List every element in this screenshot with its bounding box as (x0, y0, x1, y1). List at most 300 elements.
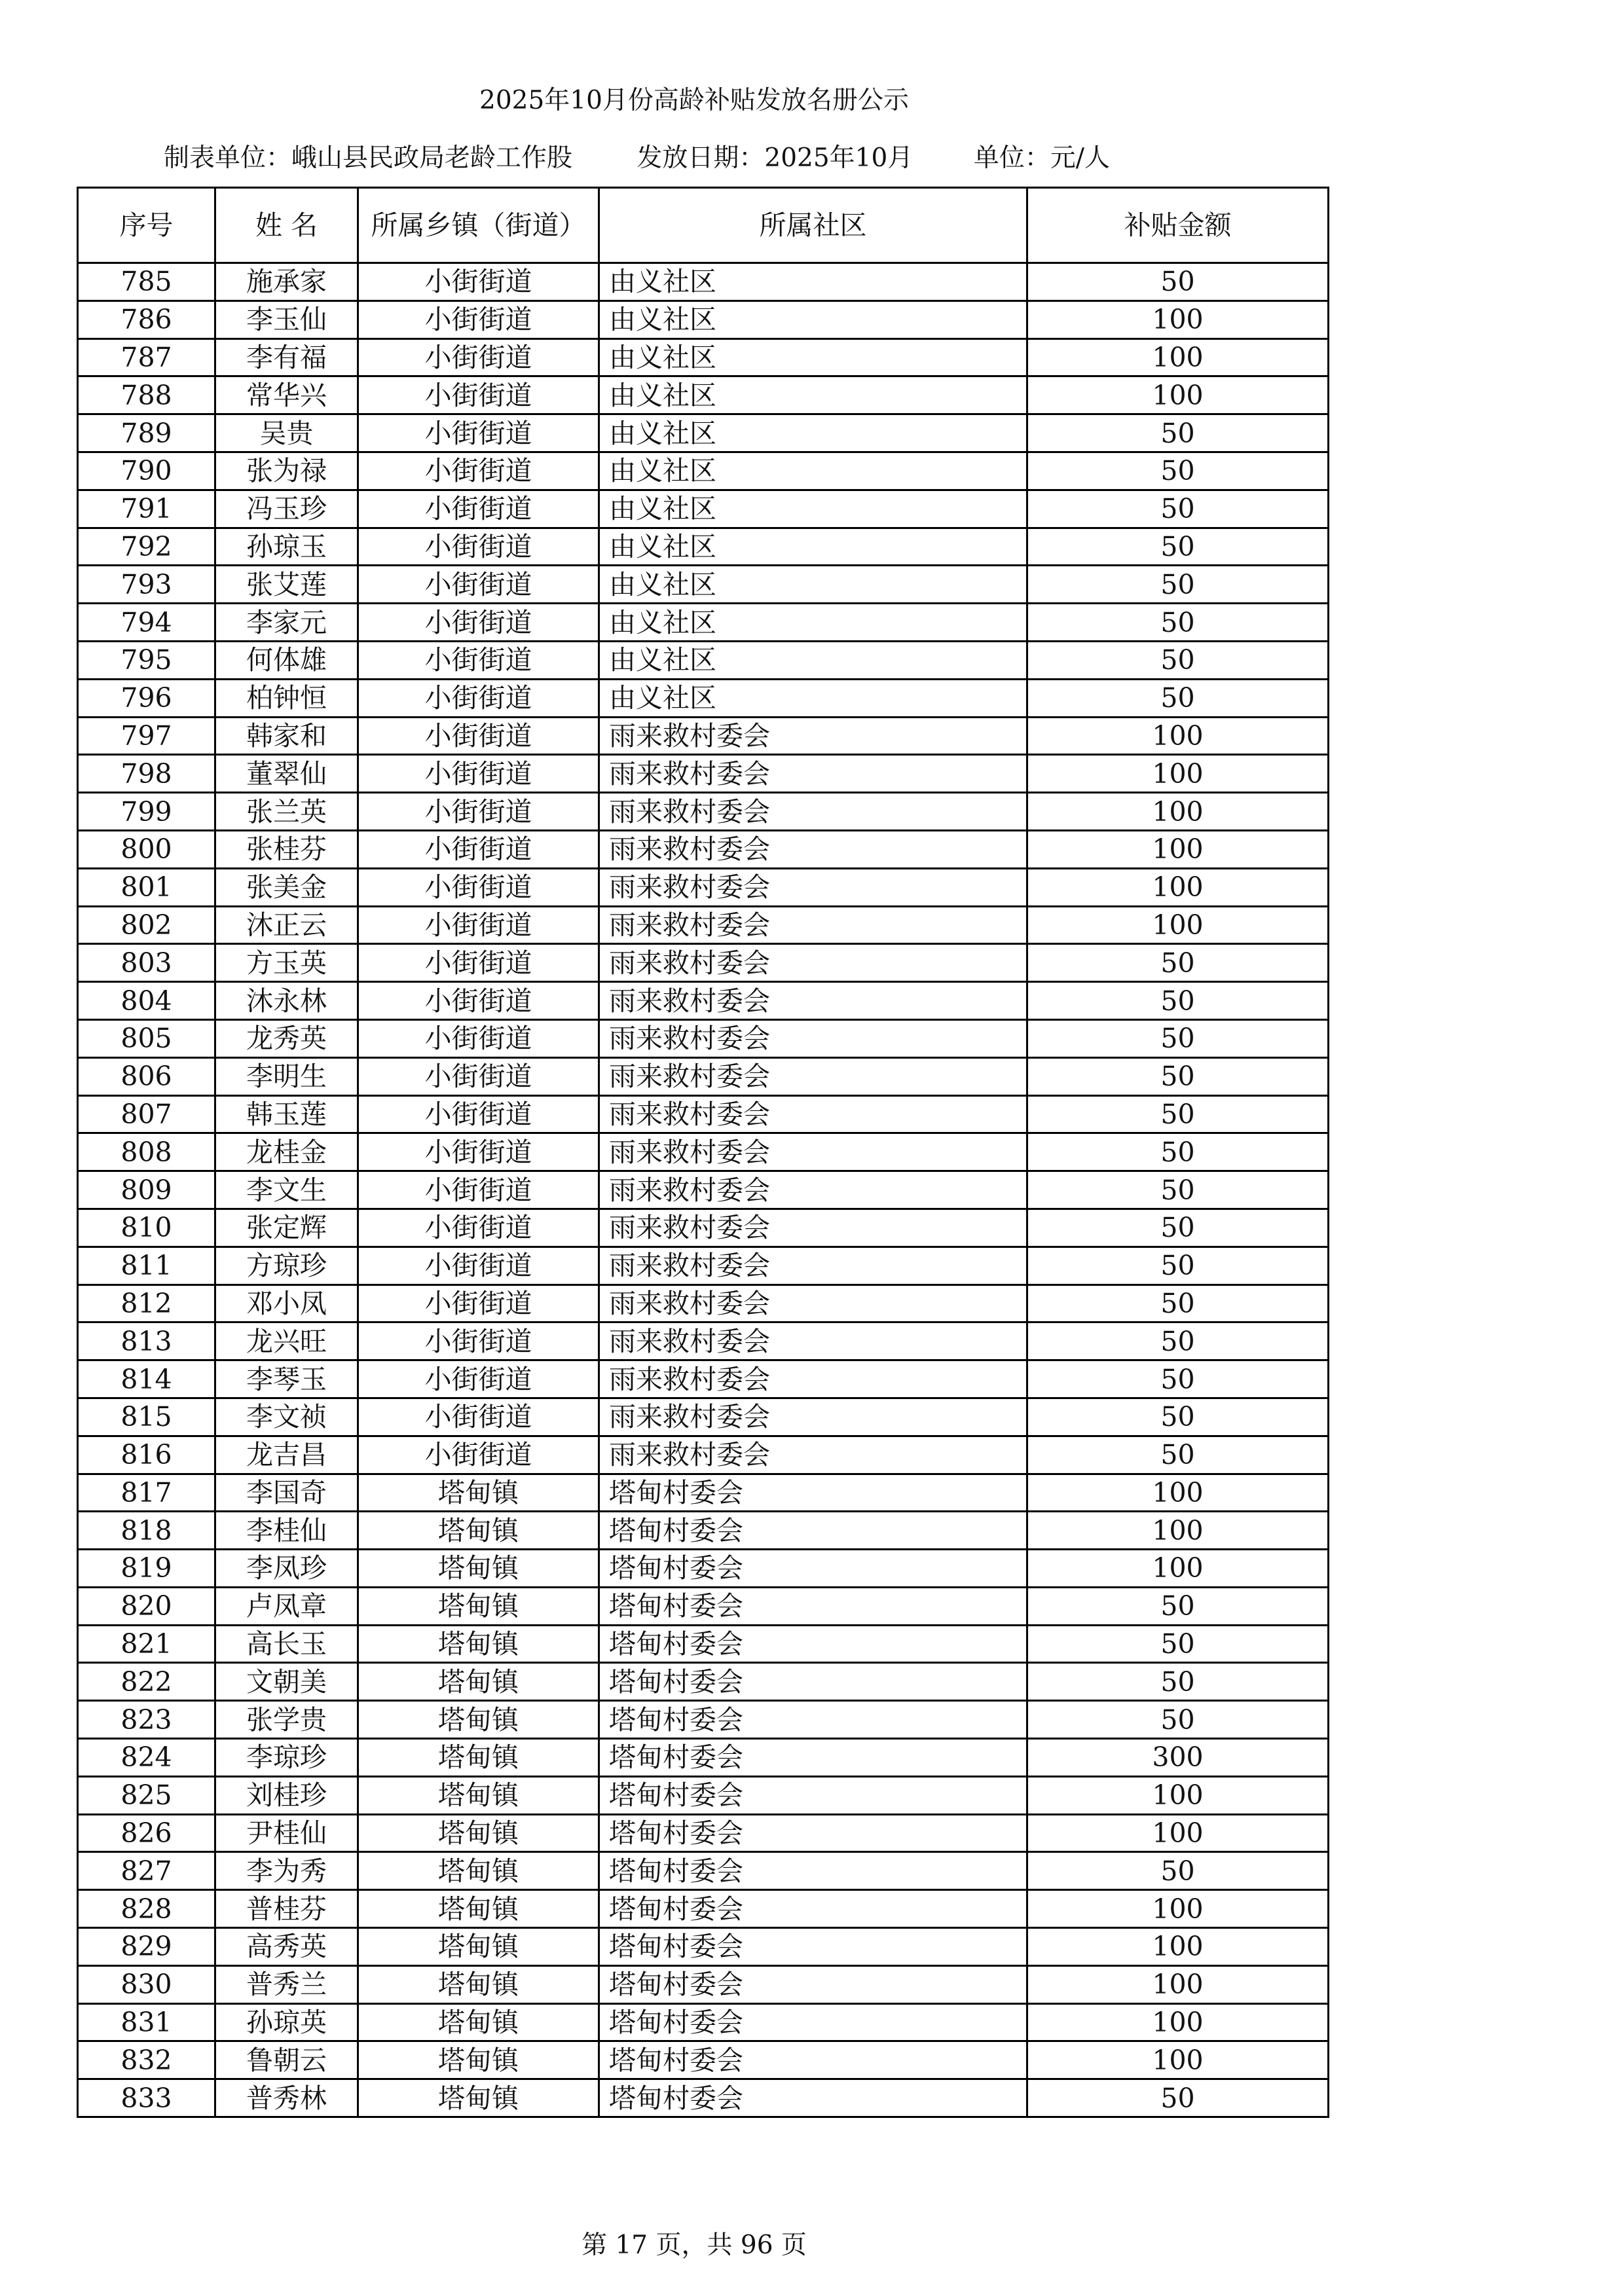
person-name: 张定辉 (215, 1209, 358, 1247)
community-name: 由义社区 (599, 376, 1027, 414)
subsidy-amount: 50 (1027, 1057, 1329, 1095)
subsidy-amount: 50 (1027, 414, 1329, 452)
community-name: 由义社区 (599, 490, 1027, 528)
row-number: 822 (78, 1663, 215, 1701)
row-number: 806 (78, 1057, 215, 1095)
table-row (78, 338, 1329, 376)
table-meta (164, 139, 1110, 178)
table-row (78, 1587, 1329, 1625)
table-row (78, 1928, 1329, 1966)
community-name: 雨来救村委会 (599, 1133, 1027, 1171)
row-number: 804 (78, 982, 215, 1020)
person-name: 普桂芬 (215, 1890, 358, 1928)
table-row (78, 2003, 1329, 2041)
subsidy-amount: 50 (1027, 1019, 1329, 1057)
table-row (78, 982, 1329, 1020)
table-row (78, 1057, 1329, 1095)
person-name: 李明生 (215, 1057, 358, 1095)
row-number: 788 (78, 376, 215, 414)
row-number: 818 (78, 1512, 215, 1550)
community-name: 由义社区 (599, 263, 1027, 301)
subsidy-amount: 50 (1027, 1171, 1329, 1209)
town-name: 塔甸镇 (358, 1890, 599, 1928)
town-name: 小街街道 (358, 1360, 599, 1398)
subsidy-amount: 100 (1027, 1512, 1329, 1550)
row-number: 803 (78, 944, 215, 982)
community-name: 塔甸村委会 (599, 1852, 1027, 1890)
town-name: 塔甸镇 (358, 1776, 599, 1814)
table-row (78, 1625, 1329, 1663)
person-name: 张美金 (215, 868, 358, 906)
person-name: 尹桂仙 (215, 1814, 358, 1852)
person-name: 高长玉 (215, 1625, 358, 1663)
subsidy-amount: 50 (1027, 1285, 1329, 1322)
column-header-town: 所属乡镇（街道） (358, 188, 599, 263)
row-number: 800 (78, 830, 215, 868)
town-name: 小街街道 (358, 868, 599, 906)
person-name: 李桂仙 (215, 1512, 358, 1550)
row-number: 811 (78, 1247, 215, 1285)
person-name: 鲁朝云 (215, 2041, 358, 2079)
town-name: 小街街道 (358, 1019, 599, 1057)
community-name: 雨来救村委会 (599, 1322, 1027, 1360)
table-header-row (78, 188, 1329, 263)
row-number: 812 (78, 1285, 215, 1322)
subsidy-amount: 50 (1027, 1852, 1329, 1890)
person-name: 沐正云 (215, 906, 358, 944)
row-number: 823 (78, 1701, 215, 1739)
community-name: 塔甸村委会 (599, 1663, 1027, 1701)
table-row (78, 1322, 1329, 1360)
community-name: 塔甸村委会 (599, 1928, 1027, 1966)
town-name: 小街街道 (358, 338, 599, 376)
person-name: 方琼珍 (215, 1247, 358, 1285)
person-name: 李玉仙 (215, 301, 358, 338)
community-name: 塔甸村委会 (599, 1739, 1027, 1777)
table-row (78, 301, 1329, 338)
subsidy-amount: 50 (1027, 528, 1329, 566)
row-number: 821 (78, 1625, 215, 1663)
person-name: 沐永林 (215, 982, 358, 1020)
community-name: 雨来救村委会 (599, 793, 1027, 831)
community-name: 雨来救村委会 (599, 1360, 1027, 1398)
row-number: 824 (78, 1739, 215, 1777)
person-name: 邓小凤 (215, 1285, 358, 1322)
subsidy-amount: 50 (1027, 1398, 1329, 1436)
issuing-unit: 制表单位：峨山县民政局老龄工作股 (164, 143, 573, 173)
community-name: 塔甸村委会 (599, 2079, 1027, 2117)
person-name: 普秀兰 (215, 1965, 358, 2003)
row-number: 813 (78, 1322, 215, 1360)
person-name: 卢凤章 (215, 1587, 358, 1625)
subsidy-amount: 50 (1027, 490, 1329, 528)
person-name: 吴贵 (215, 414, 358, 452)
town-name: 小街街道 (358, 755, 599, 793)
subsidy-amount: 50 (1027, 2079, 1329, 2117)
subsidy-amount: 50 (1027, 1095, 1329, 1133)
community-name: 由义社区 (599, 452, 1027, 490)
table-row (78, 263, 1329, 301)
subsidy-amount: 50 (1027, 641, 1329, 679)
table-row (78, 1814, 1329, 1852)
table-row (78, 906, 1329, 944)
subsidy-amount: 100 (1027, 793, 1329, 831)
town-name: 小街街道 (358, 528, 599, 566)
town-name: 小街街道 (358, 490, 599, 528)
subsidy-amount: 50 (1027, 1625, 1329, 1663)
subsidy-amount: 100 (1027, 1550, 1329, 1588)
table-row (78, 1890, 1329, 1928)
community-name: 塔甸村委会 (599, 1776, 1027, 1814)
subsidy-amount: 50 (1027, 1247, 1329, 1285)
row-number: 826 (78, 1814, 215, 1852)
person-name: 张学贵 (215, 1701, 358, 1739)
table-row (78, 1663, 1329, 1701)
subsidy-amount: 300 (1027, 1739, 1329, 1777)
person-name: 孙琼玉 (215, 528, 358, 566)
person-name: 龙桂金 (215, 1133, 358, 1171)
person-name: 刘桂珍 (215, 1776, 358, 1814)
subsidy-amount: 100 (1027, 2041, 1329, 2079)
row-number: 817 (78, 1474, 215, 1512)
table-row (78, 944, 1329, 982)
table-row (78, 1095, 1329, 1133)
community-name: 雨来救村委会 (599, 717, 1027, 755)
community-name: 塔甸村委会 (599, 1587, 1027, 1625)
person-name: 李家元 (215, 604, 358, 642)
subsidy-amount: 100 (1027, 830, 1329, 868)
table-row (78, 1701, 1329, 1739)
person-name: 李琴玉 (215, 1360, 358, 1398)
community-name: 塔甸村委会 (599, 1625, 1027, 1663)
row-number: 819 (78, 1550, 215, 1588)
row-number: 793 (78, 566, 215, 604)
subsidy-amount: 50 (1027, 1587, 1329, 1625)
subsidy-amount: 50 (1027, 604, 1329, 642)
community-name: 由义社区 (599, 528, 1027, 566)
table-row (78, 1739, 1329, 1777)
table-row (78, 793, 1329, 831)
table-row (78, 1512, 1329, 1550)
table-row (78, 528, 1329, 566)
town-name: 塔甸镇 (358, 2041, 599, 2079)
person-name: 孙琼英 (215, 2003, 358, 2041)
community-name: 雨来救村委会 (599, 1019, 1027, 1057)
community-name: 雨来救村委会 (599, 1095, 1027, 1133)
person-name: 张艾莲 (215, 566, 358, 604)
subsidy-amount: 100 (1027, 338, 1329, 376)
table-row (78, 490, 1329, 528)
town-name: 小街街道 (358, 1133, 599, 1171)
subsidy-amount: 50 (1027, 566, 1329, 604)
subsidy-amount: 100 (1027, 376, 1329, 414)
town-name: 塔甸镇 (358, 1852, 599, 1890)
town-name: 小街街道 (358, 376, 599, 414)
town-name: 小街街道 (358, 1398, 599, 1436)
person-name: 韩玉莲 (215, 1095, 358, 1133)
town-name: 塔甸镇 (358, 2003, 599, 2041)
town-name: 小街街道 (358, 830, 599, 868)
person-name: 常华兴 (215, 376, 358, 414)
subsidy-amount: 100 (1027, 755, 1329, 793)
town-name: 塔甸镇 (358, 1550, 599, 1588)
town-name: 小街街道 (358, 1285, 599, 1322)
subsidy-amount: 50 (1027, 679, 1329, 717)
subsidy-amount: 100 (1027, 2003, 1329, 2041)
subsidy-amount: 50 (1027, 1701, 1329, 1739)
row-number: 825 (78, 1776, 215, 1814)
town-name: 小街街道 (358, 263, 599, 301)
town-name: 塔甸镇 (358, 1512, 599, 1550)
community-name: 雨来救村委会 (599, 1171, 1027, 1209)
subsidy-amount: 50 (1027, 1436, 1329, 1474)
row-number: 798 (78, 755, 215, 793)
table-row (78, 566, 1329, 604)
community-name: 雨来救村委会 (599, 1209, 1027, 1247)
row-number: 831 (78, 2003, 215, 2041)
community-name: 由义社区 (599, 679, 1027, 717)
row-number: 815 (78, 1398, 215, 1436)
person-name: 冯玉珍 (215, 490, 358, 528)
community-name: 塔甸村委会 (599, 1701, 1027, 1739)
row-number: 787 (78, 338, 215, 376)
community-name: 雨来救村委会 (599, 830, 1027, 868)
person-name: 李为秀 (215, 1852, 358, 1890)
community-name: 塔甸村委会 (599, 1512, 1027, 1550)
person-name: 李琼珍 (215, 1739, 358, 1777)
subsidy-amount: 50 (1027, 452, 1329, 490)
subsidy-amount: 100 (1027, 906, 1329, 944)
subsidy-amount: 50 (1027, 1209, 1329, 1247)
town-name: 小街街道 (358, 1322, 599, 1360)
page-title: 2025年10月份高龄补贴发放名册公示 (479, 86, 909, 115)
community-name: 雨来救村委会 (599, 944, 1027, 982)
community-name: 塔甸村委会 (599, 1550, 1027, 1588)
row-number: 816 (78, 1436, 215, 1474)
person-name: 李有福 (215, 338, 358, 376)
table-row (78, 1019, 1329, 1057)
table-row (78, 755, 1329, 793)
community-name: 雨来救村委会 (599, 906, 1027, 944)
town-name: 小街街道 (358, 1171, 599, 1209)
community-name: 塔甸村委会 (599, 1474, 1027, 1512)
page-footer: 第 17 页，共 96 页 (581, 2231, 807, 2260)
table-row (78, 414, 1329, 452)
community-name: 雨来救村委会 (599, 1398, 1027, 1436)
community-name: 塔甸村委会 (599, 1965, 1027, 2003)
subsidy-amount: 100 (1027, 301, 1329, 338)
person-name: 韩家和 (215, 717, 358, 755)
person-name: 龙秀英 (215, 1019, 358, 1057)
town-name: 小街街道 (358, 566, 599, 604)
person-name: 龙兴旺 (215, 1322, 358, 1360)
row-number: 794 (78, 604, 215, 642)
row-number: 828 (78, 1890, 215, 1928)
community-name: 由义社区 (599, 414, 1027, 452)
row-number: 827 (78, 1852, 215, 1890)
subsidy-amount: 100 (1027, 868, 1329, 906)
person-name: 方玉英 (215, 944, 358, 982)
row-number: 790 (78, 452, 215, 490)
community-name: 由义社区 (599, 338, 1027, 376)
row-number: 799 (78, 793, 215, 831)
town-name: 塔甸镇 (358, 1663, 599, 1701)
subsidy-amount: 50 (1027, 263, 1329, 301)
row-number: 801 (78, 868, 215, 906)
table-row (78, 452, 1329, 490)
person-name: 何体雄 (215, 641, 358, 679)
row-number: 832 (78, 2041, 215, 2079)
table-row (78, 1247, 1329, 1285)
person-name: 柏钟恒 (215, 679, 358, 717)
town-name: 小街街道 (358, 1095, 599, 1133)
row-number: 792 (78, 528, 215, 566)
subsidy-amount: 100 (1027, 1965, 1329, 2003)
town-name: 塔甸镇 (358, 1965, 599, 2003)
subsidy-amount: 50 (1027, 1360, 1329, 1398)
table-row (78, 1133, 1329, 1171)
person-name: 李文祯 (215, 1398, 358, 1436)
person-name: 龙吉昌 (215, 1436, 358, 1474)
table-row (78, 1474, 1329, 1512)
community-name: 雨来救村委会 (599, 868, 1027, 906)
row-number: 805 (78, 1019, 215, 1057)
person-name: 张桂芬 (215, 830, 358, 868)
table-row (78, 1209, 1329, 1247)
town-name: 塔甸镇 (358, 2079, 599, 2117)
row-number: 830 (78, 1965, 215, 2003)
table-row (78, 376, 1329, 414)
person-name: 李国奇 (215, 1474, 358, 1512)
table-row (78, 1550, 1329, 1588)
person-name: 董翠仙 (215, 755, 358, 793)
table-row (78, 604, 1329, 642)
town-name: 小街街道 (358, 944, 599, 982)
column-header-number: 序号 (78, 188, 215, 263)
person-name: 张兰英 (215, 793, 358, 831)
town-name: 小街街道 (358, 717, 599, 755)
subsidy-amount: 100 (1027, 1814, 1329, 1852)
town-name: 小街街道 (358, 301, 599, 338)
row-number: 808 (78, 1133, 215, 1171)
community-name: 雨来救村委会 (599, 1247, 1027, 1285)
table-row (78, 641, 1329, 679)
person-name: 张为禄 (215, 452, 358, 490)
town-name: 小街街道 (358, 982, 599, 1020)
row-number: 796 (78, 679, 215, 717)
community-name: 雨来救村委会 (599, 982, 1027, 1020)
table-row (78, 679, 1329, 717)
row-number: 820 (78, 1587, 215, 1625)
row-number: 833 (78, 2079, 215, 2117)
row-number: 810 (78, 1209, 215, 1247)
row-number: 809 (78, 1171, 215, 1209)
community-name: 由义社区 (599, 604, 1027, 642)
person-name: 文朝美 (215, 1663, 358, 1701)
row-number: 802 (78, 906, 215, 944)
town-name: 塔甸镇 (358, 1625, 599, 1663)
subsidy-roster-table (77, 187, 1329, 2118)
table-row (78, 2079, 1329, 2117)
subsidy-amount: 100 (1027, 1928, 1329, 1966)
town-name: 小街街道 (358, 1247, 599, 1285)
table-row (78, 1776, 1329, 1814)
table-row (78, 868, 1329, 906)
table-row (78, 1171, 1329, 1209)
town-name: 小街街道 (358, 1057, 599, 1095)
subsidy-amount: 50 (1027, 944, 1329, 982)
table-row (78, 1398, 1329, 1436)
table-row (78, 1965, 1329, 2003)
person-name: 李凤珍 (215, 1550, 358, 1588)
town-name: 塔甸镇 (358, 1739, 599, 1777)
town-name: 小街街道 (358, 793, 599, 831)
town-name: 小街街道 (358, 414, 599, 452)
row-number: 785 (78, 263, 215, 301)
community-name: 雨来救村委会 (599, 1436, 1027, 1474)
row-number: 829 (78, 1928, 215, 1966)
column-header-name: 姓 名 (215, 188, 358, 263)
person-name: 施承家 (215, 263, 358, 301)
town-name: 小街街道 (358, 604, 599, 642)
column-header-community: 所属社区 (599, 188, 1027, 263)
issue-date: 发放日期：2025年10月 (637, 143, 913, 173)
table-row (78, 1360, 1329, 1398)
table-row (78, 717, 1329, 755)
person-name: 普秀林 (215, 2079, 358, 2117)
community-name: 雨来救村委会 (599, 1057, 1027, 1095)
town-name: 塔甸镇 (358, 1474, 599, 1512)
subsidy-amount: 100 (1027, 1890, 1329, 1928)
town-name: 小街街道 (358, 1436, 599, 1474)
row-number: 795 (78, 641, 215, 679)
table-row (78, 1852, 1329, 1890)
town-name: 塔甸镇 (358, 1701, 599, 1739)
town-name: 小街街道 (358, 679, 599, 717)
community-name: 塔甸村委会 (599, 2041, 1027, 2079)
subsidy-amount: 100 (1027, 1474, 1329, 1512)
subsidy-amount: 100 (1027, 717, 1329, 755)
row-number: 814 (78, 1360, 215, 1398)
currency-unit: 单位：元/人 (973, 143, 1110, 173)
community-name: 雨来救村委会 (599, 1285, 1027, 1322)
community-name: 塔甸村委会 (599, 1890, 1027, 1928)
community-name: 塔甸村委会 (599, 2003, 1027, 2041)
community-name: 雨来救村委会 (599, 755, 1027, 793)
town-name: 塔甸镇 (358, 1814, 599, 1852)
row-number: 797 (78, 717, 215, 755)
table-row (78, 830, 1329, 868)
town-name: 塔甸镇 (358, 1587, 599, 1625)
town-name: 小街街道 (358, 1209, 599, 1247)
community-name: 由义社区 (599, 566, 1027, 604)
community-name: 塔甸村委会 (599, 1814, 1027, 1852)
table-row (78, 1285, 1329, 1322)
row-number: 791 (78, 490, 215, 528)
table-row (78, 1436, 1329, 1474)
subsidy-amount: 50 (1027, 1322, 1329, 1360)
community-name: 由义社区 (599, 641, 1027, 679)
table-row (78, 2041, 1329, 2079)
town-name: 小街街道 (358, 641, 599, 679)
person-name: 李文生 (215, 1171, 358, 1209)
subsidy-amount: 50 (1027, 1133, 1329, 1171)
column-header-amount: 补贴金额 (1027, 188, 1329, 263)
town-name: 小街街道 (358, 906, 599, 944)
row-number: 789 (78, 414, 215, 452)
town-name: 小街街道 (358, 452, 599, 490)
community-name: 由义社区 (599, 301, 1027, 338)
